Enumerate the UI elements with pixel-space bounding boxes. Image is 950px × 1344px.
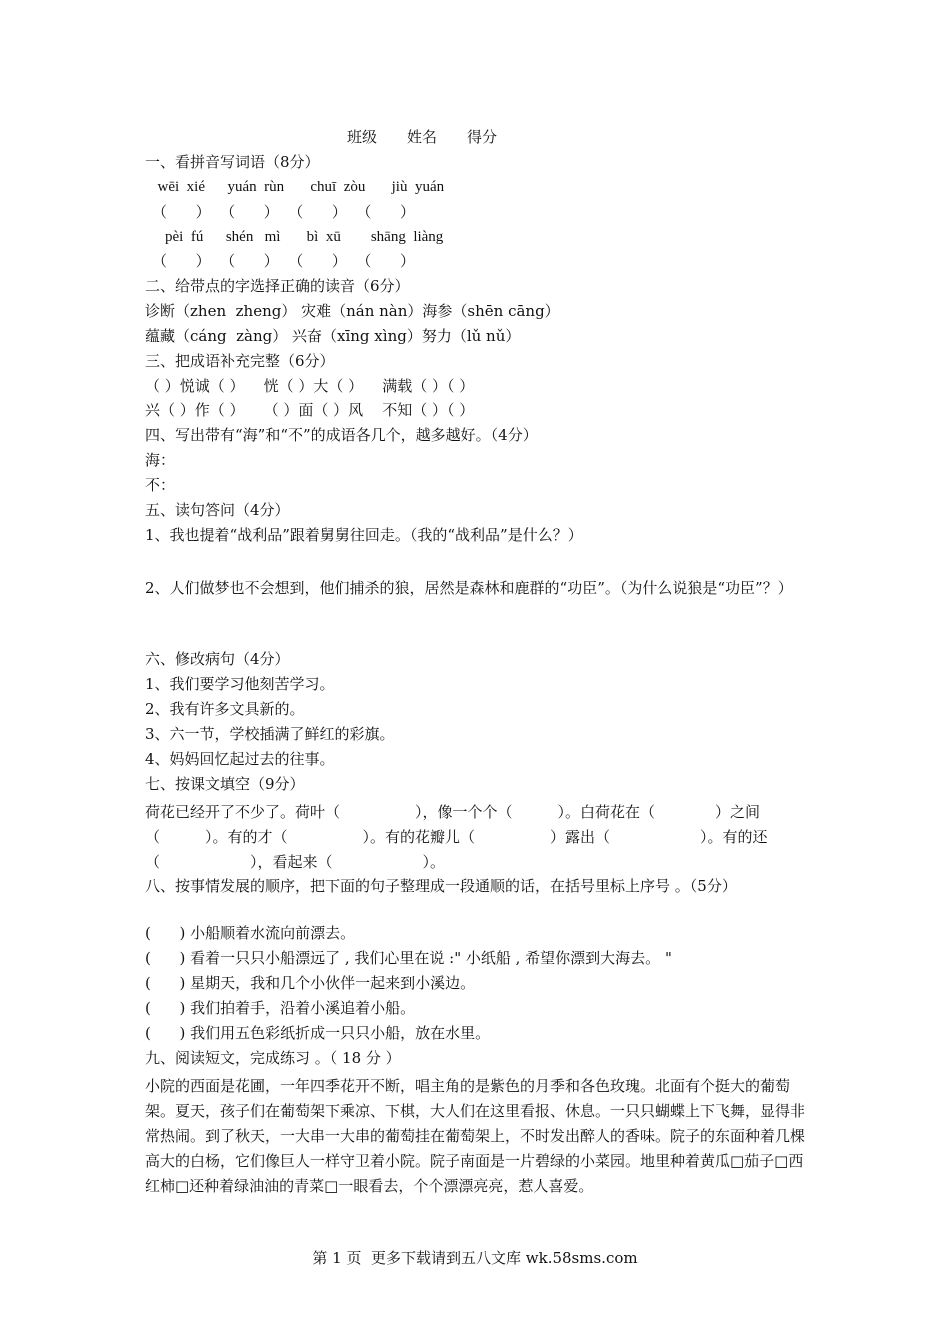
- answer-brackets-row-2: （ ） （ ） （ ） （ ）: [152, 252, 416, 270]
- section-7-title: 七、按课文填空（9分）: [145, 775, 305, 793]
- section-2-line-2: 蕴藏（cáng zàng） 兴奋（xīng xìng）努力（lǔ nǔ）: [145, 327, 521, 345]
- section-7-fill-text: 荷花已经开了不少了。荷叶（ ），像一个个（ ）。白荷花在（ ）之间（ ）。有的才（ ）。有的花瓣儿（ ）露出（ ）。有的还（ ），看起来（ ）。: [145, 803, 768, 871]
- pinyin-row-2: pèi fú shén mì bì xū shāng liàng: [150, 229, 444, 245]
- section-3-line-2: 兴（ ）作（ ） （ ）面（ ）风 不知（ ）（ ）: [145, 401, 475, 419]
- section-2-title: 二、给带点的字选择正确的读音（6分）: [145, 277, 410, 295]
- reading-passage: 小院的西面是花圃，一年四季花开不断，唱主角的是紫色的月季和各色玫瑰。北面有个挺大的葡萄架。夏天，孩子们在葡萄架下乘凉、下棋，大人们在这里看报、休息。一只只蝴蝶上下飞舞，显得非常热闹。到了秋天，一大串一大串的葡萄挂在葡萄架上，不时发出醉人的香味。院子的东面种着几棵高大的白杨，它们像巨人一样守卫着小院。院子南面是一片碧绿的小菜园。地里种着黄瓜□茄子□西红柿□还种着绿油油的青菜□一眼看去，个个漂漂亮亮，惹人喜爱。: [145, 1077, 806, 1195]
- list-item: ( ) 我们拍着手，沿着小溪追着小船。: [145, 999, 416, 1017]
- answer-brackets-row-1: （ ） （ ） （ ） （ ）: [152, 203, 416, 221]
- section-3-line-1: （ ）悦诚（ ） 恍（ ）大（ ） 满载（ ）（ ）: [145, 377, 475, 395]
- section-8-title: 八、按事情发展的顺序，把下面的句子整理成一段通顺的话，在括号里标上序号 。（5分）: [145, 877, 737, 895]
- list-item: ( ) 看着一只只小船漂远了 , 我们心里在说 :" 小纸船 , 希望你漂到大海去。 ": [145, 949, 672, 967]
- list-item: ( ) 星期天，我和几个小伙伴一起来到小溪边。: [145, 974, 476, 992]
- list-item: ( ) 我们用五色彩纸折成一只只小船，放在水里。: [145, 1024, 491, 1042]
- section-4-title: 四、写出带有“海”和“不”的成语各几个，越多越好。（4分）: [145, 426, 538, 444]
- pinyin-row-1: wēi xié yuán rùn chuī zòu jiù yuán: [150, 179, 445, 195]
- section-5-question-2: 2、人们做梦也不会想到，他们捕杀的狼，居然是森林和鹿群的“功臣”。（为什么说狼是“功臣”？）: [145, 579, 793, 597]
- section-1-title: 一、看拼音写词语（8分）: [145, 153, 320, 171]
- list-item: 4、妈妈回忆起过去的往事。: [145, 750, 335, 768]
- section-4-bu-label: 不：: [145, 476, 176, 494]
- section-4-hai-label: 海：: [145, 451, 176, 469]
- section-9-title: 九、阅读短文，完成练习 。（ 18 分 ）: [145, 1049, 401, 1067]
- section-6-title: 六、修改病句（4分）: [145, 650, 290, 668]
- section-5-question-1: 1、我也提着“战利品”跟着舅舅往回走。（我的“战利品”是什么？）: [145, 526, 583, 544]
- list-item: ( ) 小船顺着水流向前漂去。: [145, 924, 356, 942]
- section-2-line-1: 诊断（zhen zheng） 灾难（nán nàn）海参（shēn cāng）: [145, 302, 560, 320]
- list-item: 2、我有许多文具新的。: [145, 700, 305, 718]
- list-item: 3、六一节，学校插满了鲜红的彩旗。: [145, 725, 395, 743]
- page-footer: 第 1 页 更多下载请到五八文库 wk.58sms.com: [312, 1249, 638, 1267]
- section-5-title: 五、读句答问（4分）: [145, 501, 290, 519]
- list-item: 1、我们要学习他刻苦学习。: [145, 675, 335, 693]
- section-3-title: 三、把成语补充完整（6分）: [145, 352, 335, 370]
- header-fields: 班级 姓名 得分: [347, 128, 498, 146]
